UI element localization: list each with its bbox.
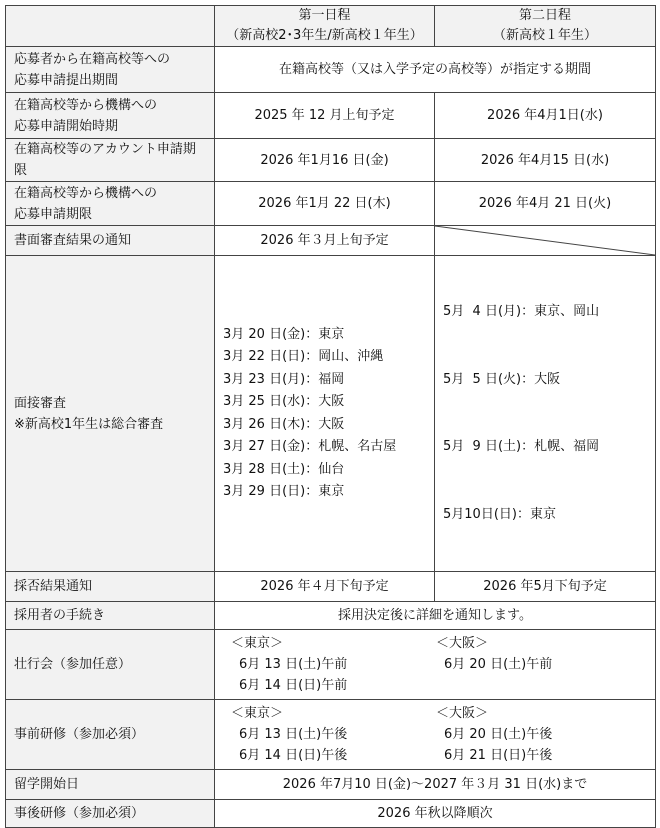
row-interview (6, 256, 656, 572)
session-date: 6月 13 日(土)午前 (239, 657, 348, 672)
value-post-training: 2026 年秋以降順次 (215, 800, 656, 828)
row-pre-training (6, 700, 656, 770)
row-doc-review (6, 226, 656, 256)
day2-interview (435, 256, 656, 572)
diagonal-slash (435, 226, 655, 255)
label-result: 採否結果通知 (6, 572, 215, 602)
value-start: 2026 年7月10 日(金)～2027 年３月 31 日(水)まで (215, 770, 656, 800)
interview-date: 3月 25 日(水)：大阪 (223, 394, 345, 409)
interview-date: 5月 5 日(火)：大阪 (443, 371, 561, 387)
session-date: 6月 20 日(土)午後 (444, 727, 553, 742)
interview-date: 5月 9 日(土)：札幌、福岡 (443, 439, 600, 454)
label-line: 応募者から在籍高校等への (14, 51, 171, 67)
day2-doc-review-na (435, 226, 656, 256)
header-corner (6, 6, 215, 47)
label-line: 応募申請提出期間 (14, 72, 119, 88)
label-sendoff: 壮行会（参加任意） (6, 630, 215, 700)
row-account-deadline (6, 139, 656, 182)
session-date: 6月 13 日(土)午後 (239, 727, 348, 742)
session-date: 6月 14 日(日)午前 (239, 678, 348, 693)
day1-interview (215, 256, 435, 572)
interview-date: 3月 28 日(土)：仙台 (223, 461, 345, 477)
day1-account-deadline: 2026 年1月16 日(金) (215, 139, 435, 182)
row-start (6, 770, 656, 800)
label-submit-period (6, 47, 215, 93)
row-submit-period (6, 47, 656, 93)
label-line: 応募申請開始時期 (14, 118, 119, 134)
sendoff-columns (231, 633, 647, 696)
day2-result: 2026 年5月下旬予定 (435, 572, 656, 602)
row-sendoff (6, 630, 656, 700)
row-post-training (6, 800, 656, 828)
day1-apply-deadline: 2026 年1月 22 日(木) (215, 182, 435, 226)
venue-heading: ＜東京＞ (231, 706, 284, 721)
venue-heading: ＜大阪＞ (436, 636, 489, 651)
label-procedure: 採用者の手続き (6, 602, 215, 630)
label-line: ※新高校1年生は総合審査 (14, 416, 164, 432)
label-doc-review: 書面審査結果の通知 (6, 226, 215, 256)
sendoff-osaka (436, 633, 647, 696)
label-apply-deadline (6, 182, 215, 226)
label-account-deadline: 在籍高校等のアカウント申請期限 (6, 139, 215, 182)
day1-subtitle: （新高校2･3年生/新高校１年生） (226, 28, 423, 43)
venue-heading: ＜東京＞ (231, 636, 284, 651)
sendoff-tokyo (231, 633, 436, 696)
label-post-training: 事後研修（参加必須） (6, 800, 215, 828)
session-date: 6月 14 日(日)午後 (239, 748, 348, 763)
session-date: 6月 21 日(日)午後 (444, 748, 553, 763)
interview-date: 3月 22 日(日)：岡山、沖縄 (223, 349, 384, 364)
interview-date: 3月 29 日(日)：東京 (223, 484, 345, 499)
interview-date: 3月 27 日(金)：札幌、名古屋 (223, 439, 397, 454)
training-tokyo (231, 703, 436, 766)
day1-result: 2026 年４月下旬予定 (215, 572, 435, 602)
value-procedure: 採用決定後に詳細を通知します。 (215, 602, 656, 630)
row-apply-deadline (6, 182, 656, 226)
day2-subtitle: （新高校１年生） (492, 28, 597, 43)
header-day2 (435, 6, 656, 47)
interview-date: 3月 23 日(月)：福岡 (223, 371, 345, 387)
interview-date: 3月 26 日(木)：大阪 (223, 416, 345, 432)
header-day1 (215, 6, 435, 47)
label-pre-training: 事前研修（参加必須） (6, 700, 215, 770)
session-date: 6月 20 日(土)午前 (444, 657, 553, 672)
interview-date: 5月10日(日)：東京 (443, 506, 556, 522)
label-interview (6, 256, 215, 572)
label-line: 在籍高校等から機構への (14, 97, 158, 113)
day2-account-deadline: 2026 年4月15 日(水) (435, 139, 656, 182)
training-osaka (436, 703, 647, 766)
label-start-period (6, 93, 215, 139)
day1-start-period: 2025 年 12 月上旬予定 (215, 93, 435, 139)
row-start-period (6, 93, 656, 139)
day2-apply-deadline: 2026 年4月 21 日(火) (435, 182, 656, 226)
day2-start-period: 2026 年4月1日(水) (435, 93, 656, 139)
value-sendoff (215, 630, 656, 700)
label-line: 在籍高校等から機構への (14, 185, 158, 201)
interview-date: 5月 4 日(月)：東京、岡山 (443, 304, 600, 319)
row-result (6, 572, 656, 602)
value-submit-period: 在籍高校等（又は入学予定の高校等）が指定する期間 (215, 47, 656, 93)
venue-heading: ＜大阪＞ (436, 706, 489, 721)
label-line: 面接審査 (14, 395, 67, 411)
header-row (6, 6, 656, 47)
day2-title: 第二日程 (518, 8, 571, 23)
day1-title: 第一日程 (298, 8, 351, 23)
row-procedure (6, 602, 656, 630)
label-line: 応募申請期限 (14, 206, 93, 222)
day1-doc-review: 2026 年３月上旬予定 (215, 226, 435, 256)
interview-date: 3月 20 日(金)：東京 (223, 326, 345, 342)
schedule-table (5, 5, 656, 828)
training-columns (231, 703, 647, 766)
label-start: 留学開始日 (6, 770, 215, 800)
value-pre-training (215, 700, 656, 770)
